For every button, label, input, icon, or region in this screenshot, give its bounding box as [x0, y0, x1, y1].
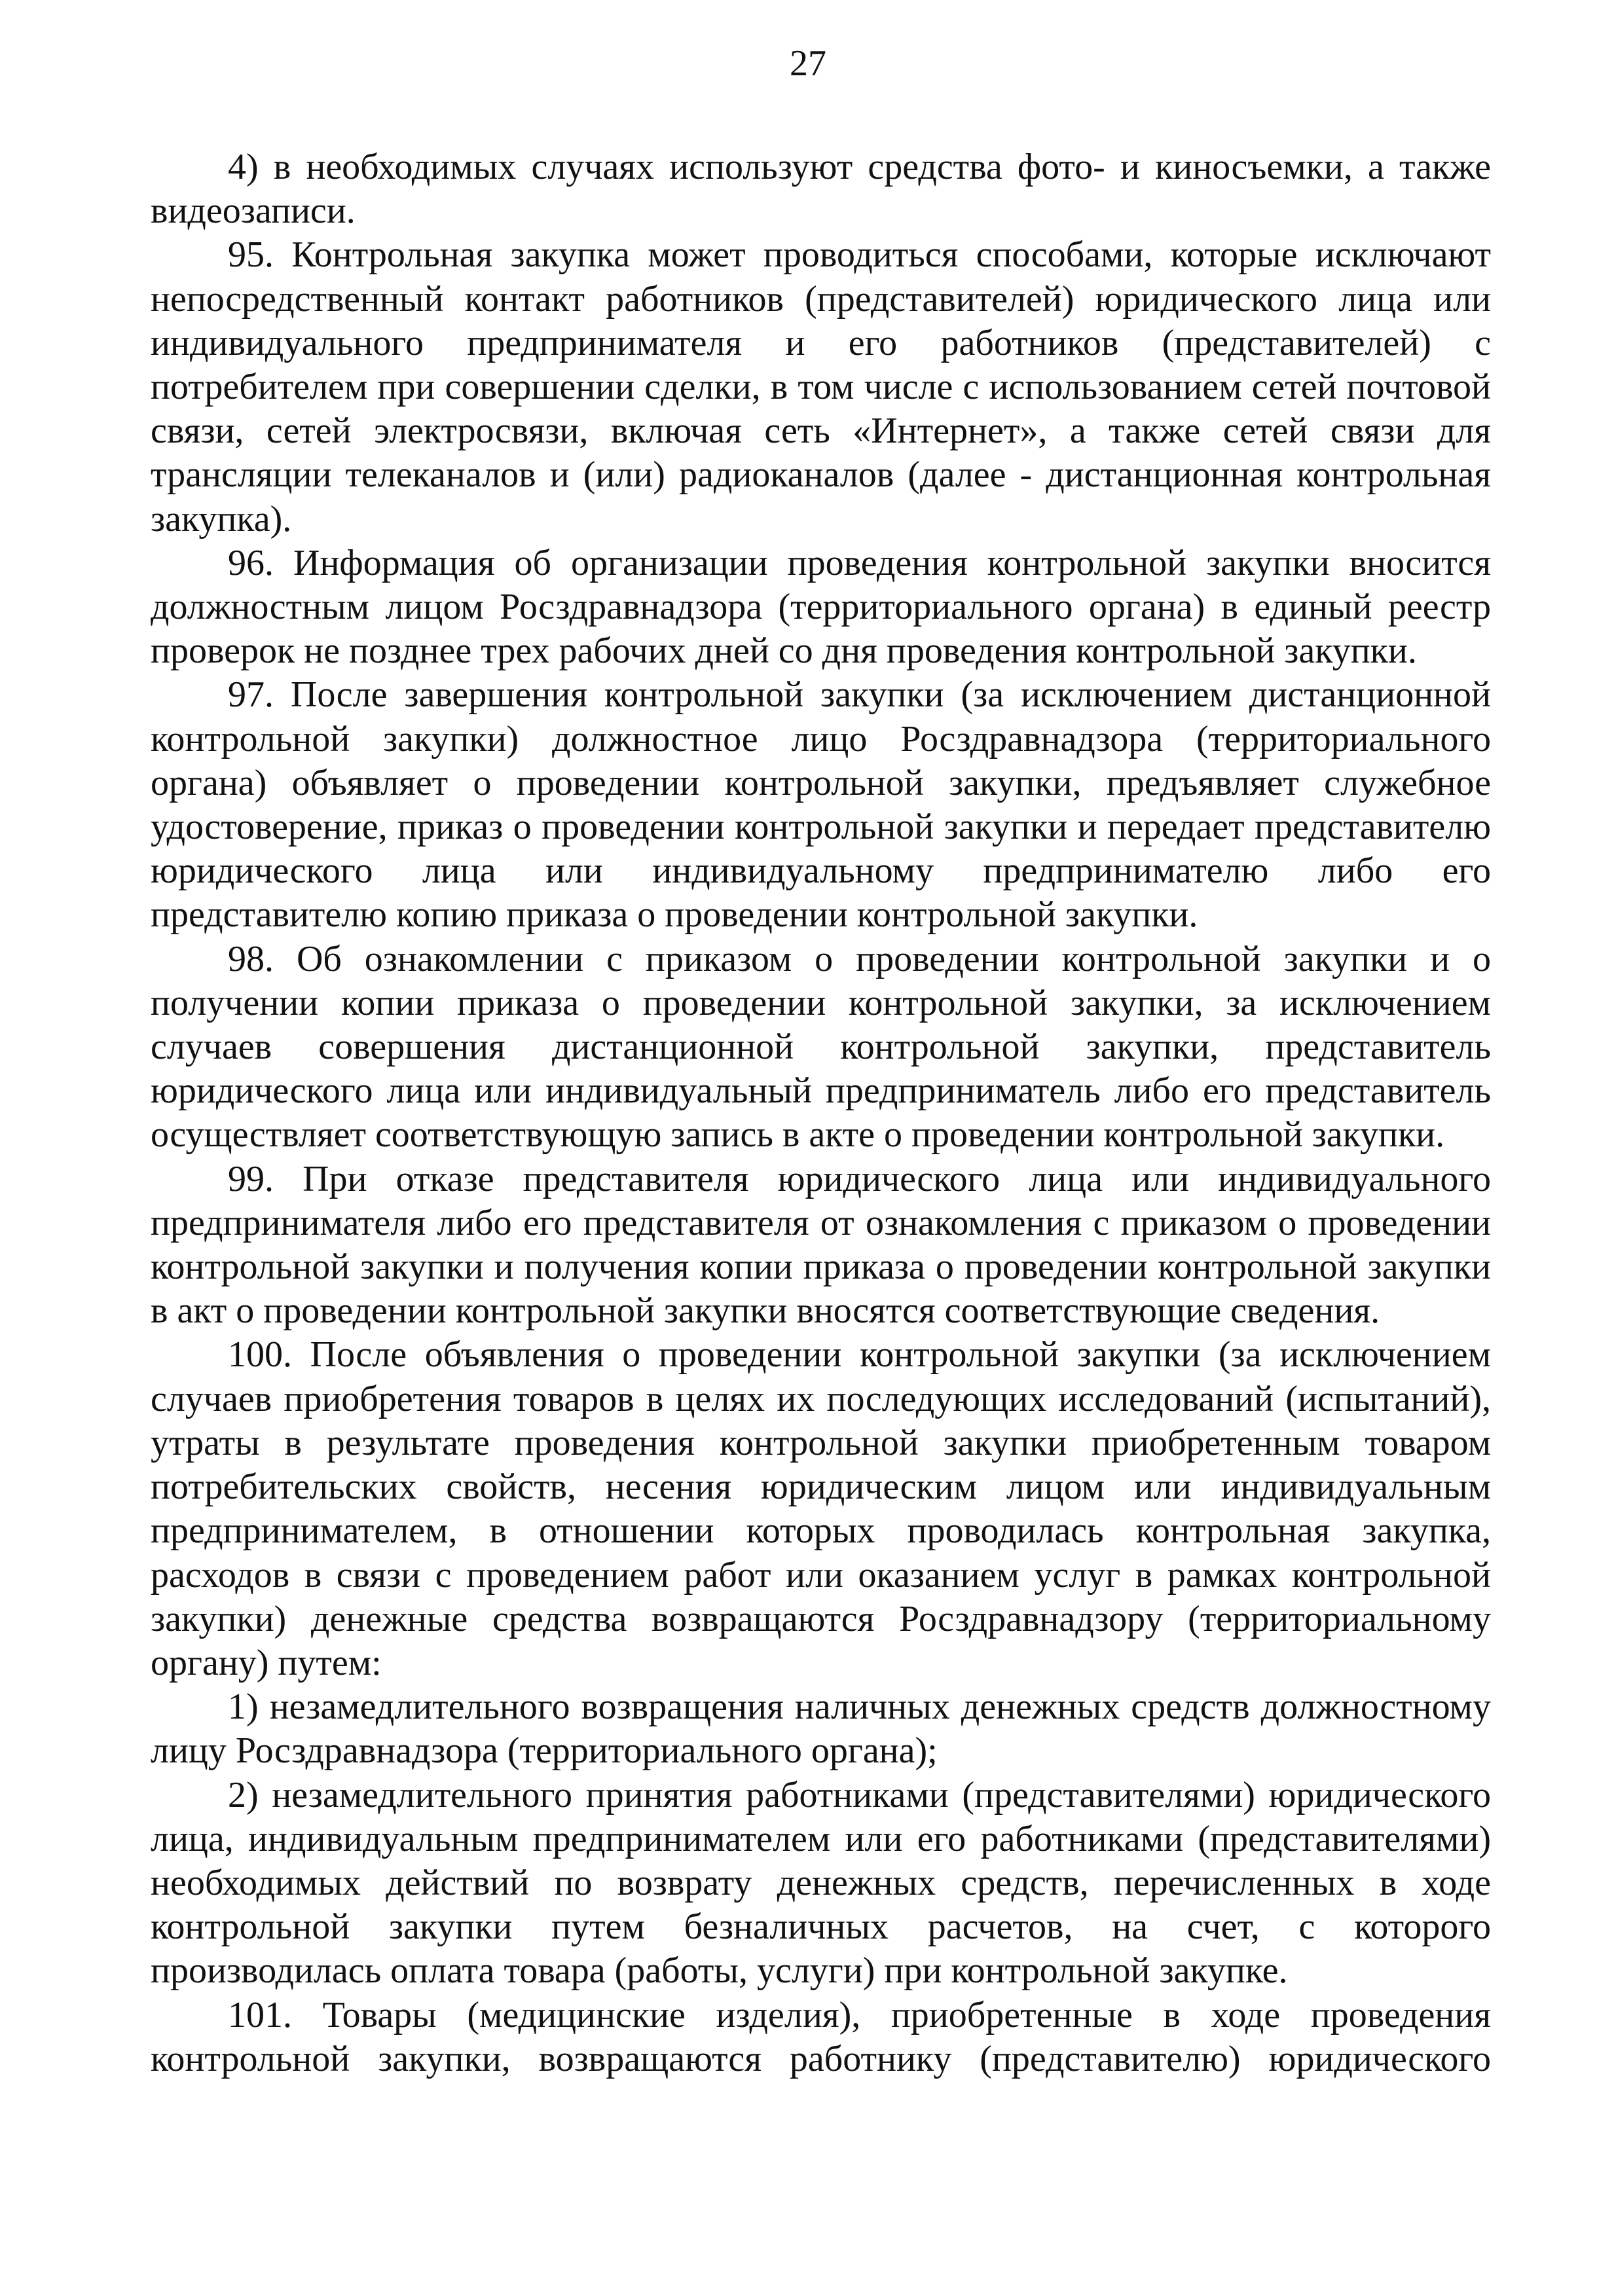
paragraph-100-item-1: 1) незамедлительного возвращения наличных денежных средств должностному лицу Росздравнадзора (территориального органа);	[151, 1686, 1491, 1772]
paragraph-99: 99. При отказе представителя юридического лица или индивидуального предпринимателя либо его представителя от ознакомления с приказом о проведении контрольной закупки и получения копии приказа о проведении контрольной закупки в акт о проведении контрольной закупки вносятся соответствующие сведения.	[151, 1158, 1491, 1332]
page-number: 27	[790, 43, 826, 84]
paragraph-98: 98. Об ознакомлении с приказом о проведении контрольной закупки и о получении копии приказа о проведении контрольной закупки, за исключением случаев совершения дистанционной контрольной закупки, представитель юридического лица или индивидуальный предприниматель либо его представитель осуществляет соответствующую запись в акте о проведении контрольной закупки.	[151, 938, 1491, 1156]
paragraph-97: 97. После завершения контрольной закупки (за исключением дистанционной контрольной закупки) должностное лицо Росздравнадзора (территориального органа) объявляет о проведении контрольной закупки, предъявляет служебное удостоверение, приказ о проведении контрольной закупки и передает представителю юридического лица или индивидуальному предпринимателю либо его представителю копию приказа о проведении контрольной закупки.	[151, 674, 1491, 936]
paragraph-100: 100. После объявления о проведении контрольной закупки (за исключением случаев приобретения товаров в целях их последующих исследований (испытаний), утраты в результате проведения контрольной закупки приобретенным товаром потребительских свойств, несения юридическим лицом или индивидуальным предпринимателем, в отношении которых проводилась контрольная закупка, расходов в связи с проведением работ или оказанием услуг в рамках контрольной закупки) денежные средства возвращаются Росздравнадзору (территориальному органу) путем:	[151, 1334, 1491, 1683]
paragraph-item-4: 4) в необходимых случаях используют средства фото- и киносъемки, а также видеозаписи.	[151, 147, 1491, 232]
paragraph-95: 95. Контрольная закупка может проводиться способами, которые исключают непосредственный контакт работников (представителей) юридического лица или индивидуального предпринимателя и его работников (представителей) с потребителем при совершении сделки, в том числе с использованием сетей почтовой связи, сетей электросвязи, включая сеть «Интернет», а также сетей связи для трансляции телеканалов и (или) радиоканалов (далее - дистанционная контрольная закупка).	[151, 234, 1491, 539]
paragraph-100-item-2: 2) незамедлительного принятия работниками (представителями) юридического лица, индивидуальным предпринимателем или его работниками (представителями) необходимых действий по возврату денежных средств, перечисленных в ходе контрольной закупки путем безналичных расчетов, на счет, с которого производилась оплата товара (работы, услуги) при контрольной закупке.	[151, 1774, 1491, 1992]
document-body	[151, 145, 1491, 2081]
paragraph-101: 101. Товары (медицинские изделия), приобретенные в ходе проведения контрольной закупки, возвращаются работнику (представителю) юридического	[151, 1994, 1491, 2079]
paragraph-96: 96. Информация об организации проведения контрольной закупки вносится должностным лицом Росздравнадзора (территориального органа) в единый реестр проверок не позднее трех рабочих дней со дня проведения контрольной закупки.	[151, 542, 1491, 672]
